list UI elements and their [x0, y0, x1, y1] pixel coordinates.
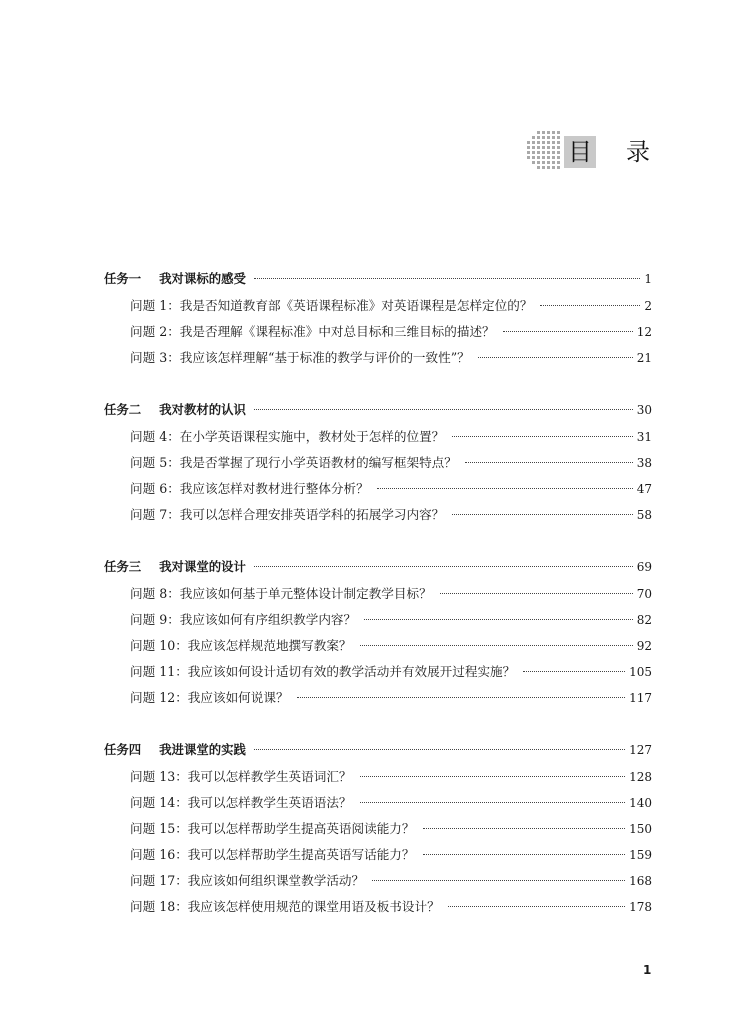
toc-title: [523, 128, 683, 178]
question-entry[interactable]: [104, 345, 652, 371]
question-entry[interactable]: [104, 633, 652, 659]
page-number: 140: [629, 796, 652, 810]
question-label: 问题 11：我应该如何设计适切有效的教学活动并有效展开过程实施？: [130, 664, 516, 679]
question-label: 问题 16：我可以怎样帮助学生提高英语写话能力？: [130, 847, 415, 862]
toc-section-task-3: [104, 553, 652, 711]
question-label: 问题 6：我应该怎样对教材进行整体分析？: [130, 481, 369, 496]
dot-leader: [423, 828, 626, 829]
dot-leader: [465, 462, 633, 463]
page-number: 92: [636, 639, 652, 653]
task-number: 任务四: [104, 742, 142, 757]
table-of-contents: [104, 265, 652, 945]
dot-leader: [452, 514, 632, 515]
page-number: 128: [629, 770, 652, 784]
question-entry[interactable]: [104, 476, 652, 502]
page-number: 127: [629, 743, 652, 757]
task-entry[interactable]: [104, 396, 652, 424]
question-entry[interactable]: [104, 764, 652, 790]
question-label: 问题 9：我应该如何有序组织教学内容？: [130, 612, 357, 627]
task-number: 任务二: [104, 402, 142, 417]
task-title: 我对教材的认识: [159, 402, 246, 417]
question-label: 问题 8：我应该如何基于单元整体设计制定教学目标？: [130, 586, 432, 601]
page-number: 12: [636, 325, 652, 339]
question-entry[interactable]: [104, 424, 652, 450]
page-number: 150: [629, 822, 652, 836]
question-label: 问题 4：在小学英语课程实施中，教材处于怎样的位置？: [130, 429, 445, 444]
page-number: 47: [636, 482, 652, 496]
dot-leader: [254, 278, 640, 279]
page-number: 58: [636, 508, 652, 522]
task-entry[interactable]: [104, 553, 652, 581]
question-entry[interactable]: [104, 868, 652, 894]
dot-leader: [452, 436, 632, 437]
page-number: 178: [629, 900, 652, 914]
page-folio: 1: [643, 963, 652, 977]
page-number: 1: [644, 272, 652, 286]
question-entry[interactable]: [104, 293, 652, 319]
dot-leader: [423, 854, 626, 855]
question-entry[interactable]: [104, 685, 652, 711]
question-entry[interactable]: [104, 502, 652, 528]
task-entry[interactable]: [104, 736, 652, 764]
page-number: 69: [636, 560, 652, 574]
task-title: 我对课堂的设计: [159, 559, 246, 574]
question-entry[interactable]: [104, 450, 652, 476]
page-number: 117: [629, 691, 652, 705]
question-entry[interactable]: [104, 659, 652, 685]
dot-leader: [254, 566, 633, 567]
question-label: 问题 13：我可以怎样教学生英语词汇？: [130, 769, 352, 784]
question-label: 问题 15：我可以怎样帮助学生提高英语阅读能力？: [130, 821, 415, 836]
page-number: 105: [629, 665, 652, 679]
question-entry[interactable]: [104, 894, 652, 920]
dot-leader: [440, 593, 633, 594]
dot-leader: [448, 906, 625, 907]
dot-leader: [254, 409, 633, 410]
page-number: 168: [629, 874, 652, 888]
title-char-2: 录: [626, 138, 650, 166]
title-char-1: 目: [568, 138, 592, 166]
dot-leader: [503, 331, 633, 332]
dot-leader: [540, 305, 640, 306]
question-label: 问题 12：我应该如何说课？: [130, 690, 289, 705]
page-number: 159: [629, 848, 652, 862]
toc-section-task-4: [104, 736, 652, 920]
question-entry[interactable]: [104, 319, 652, 345]
page-number: 2: [644, 299, 652, 313]
question-label: 问题 1：我是否知道教育部《英语课程标准》对英语课程是怎样定位的？: [130, 298, 533, 313]
question-label: 问题 18：我应该怎样使用规范的课堂用语及板书设计？: [130, 899, 440, 914]
dot-leader: [297, 697, 626, 698]
task-entry[interactable]: [104, 265, 652, 293]
task-number: 任务一: [104, 271, 142, 286]
question-label: 问题 5：我是否掌握了现行小学英语教材的编写框架特点？: [130, 455, 457, 470]
dot-leader: [523, 671, 625, 672]
dot-leader: [360, 645, 633, 646]
dot-leader: [360, 776, 626, 777]
page-number: 30: [636, 403, 652, 417]
dot-leader: [372, 880, 625, 881]
page-number: 21: [636, 351, 652, 365]
task-number: 任务三: [104, 559, 142, 574]
dot-leader: [377, 488, 633, 489]
page-number: 38: [636, 456, 652, 470]
question-label: 问题 7：我可以怎样合理安排英语学科的拓展学习内容？: [130, 507, 445, 522]
dot-leader: [254, 749, 625, 750]
dot-leader: [360, 802, 626, 803]
dot-leader: [364, 619, 633, 620]
question-entry[interactable]: [104, 790, 652, 816]
question-entry[interactable]: [104, 842, 652, 868]
page-number: 82: [636, 613, 652, 627]
task-title: 我进课堂的实践: [159, 742, 246, 757]
question-label: 问题 2：我是否理解《课程标准》中对总目标和三维目标的描述？: [130, 324, 495, 339]
page-number: 31: [636, 430, 652, 444]
task-title: 我对课标的感受: [159, 271, 246, 286]
question-label: 问题 10：我应该怎样规范地撰写教案？: [130, 638, 352, 653]
question-label: 问题 14：我可以怎样教学生英语语法？: [130, 795, 352, 810]
toc-section-task-2: [104, 396, 652, 528]
toc-section-task-1: [104, 265, 652, 371]
page-number: 70: [636, 587, 652, 601]
dot-leader: [478, 357, 633, 358]
question-entry[interactable]: [104, 581, 652, 607]
question-entry[interactable]: [104, 607, 652, 633]
question-label: 问题 17：我应该如何组织课堂教学活动？: [130, 873, 365, 888]
question-entry[interactable]: [104, 816, 652, 842]
question-label: 问题 3：我应该怎样理解“基于标准的教学与评价的一致性”？: [130, 350, 470, 365]
